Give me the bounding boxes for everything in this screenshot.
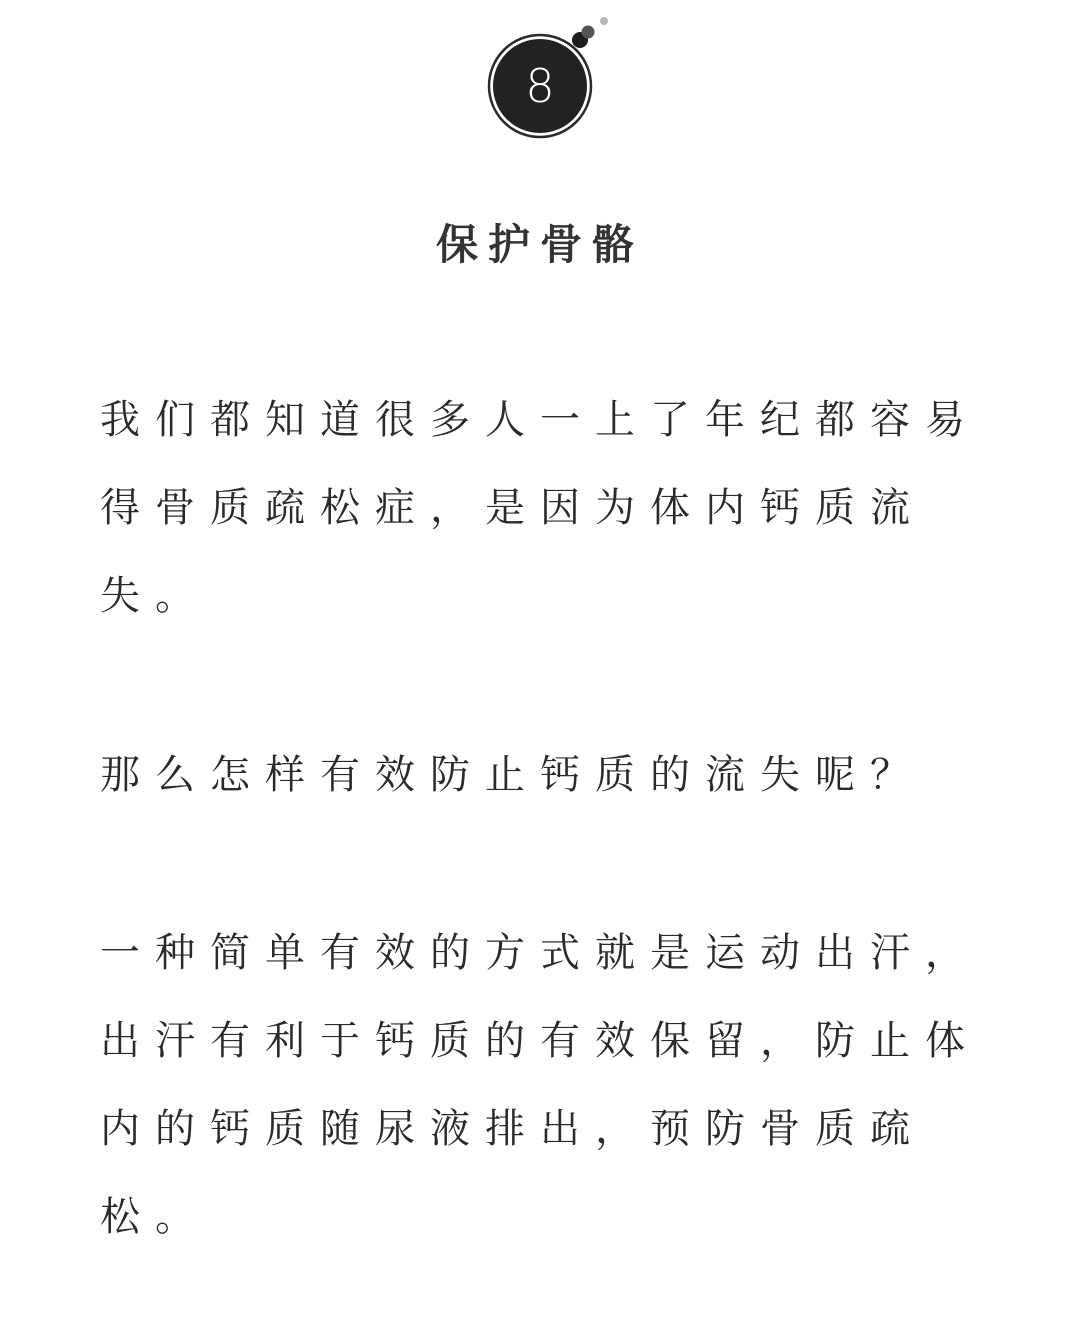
section-title: 保护骨骼 (435, 220, 644, 269)
paragraph-line: 失。 (100, 573, 210, 619)
paragraph-line: 松。 (100, 1194, 210, 1240)
section-number: 8 (525, 59, 555, 113)
paragraph-line: 那么怎样有效防止钙质的流失呢？ (100, 752, 925, 798)
paragraph-line: 一种简单有效的方式就是运动出汗， (100, 930, 980, 976)
paragraph-line: 出汗有利于钙质的有效保留，防止体 (100, 1018, 980, 1064)
paragraph-line: 得骨质疏松症，是因为体内钙质流 (100, 485, 925, 531)
decor-dot-small (600, 17, 608, 25)
paragraph-line: 内的钙质随尿液排出，预防骨质疏 (100, 1106, 925, 1152)
paragraph-line: 我们都知道很多人一上了年纪都容易 (100, 397, 980, 443)
